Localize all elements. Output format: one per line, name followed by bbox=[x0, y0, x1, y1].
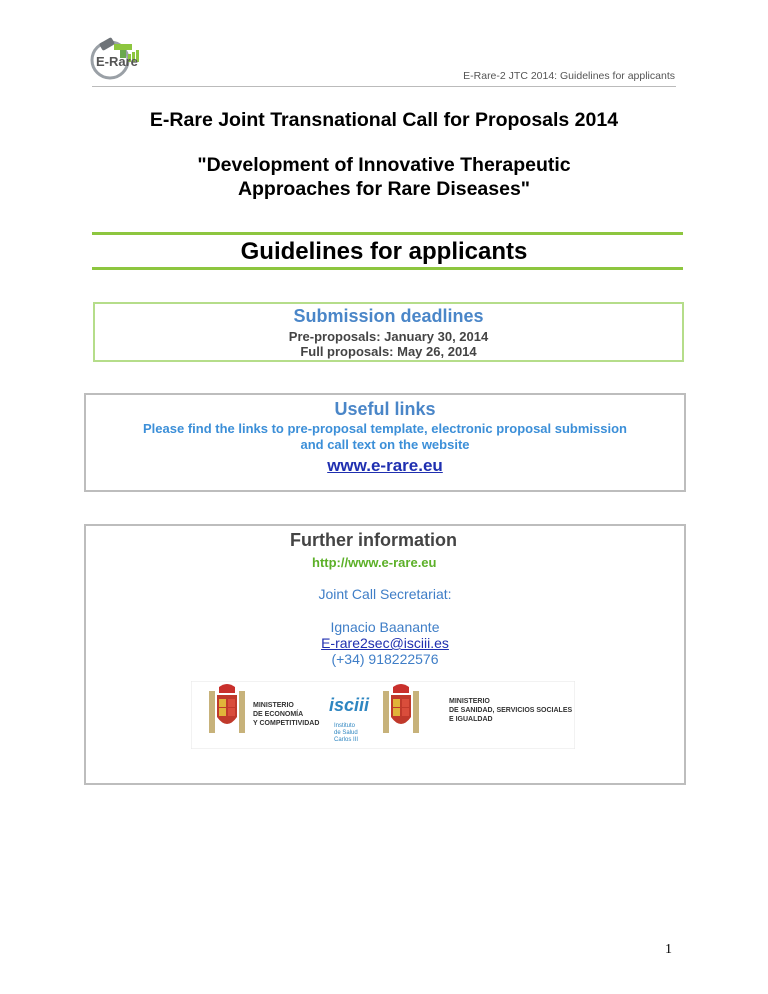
further-information-box bbox=[84, 524, 686, 785]
full-proposal-deadline: Full proposals: May 26, 2014 bbox=[300, 344, 477, 359]
svg-text:Carlos III: Carlos III bbox=[334, 737, 359, 743]
page-number: 1 bbox=[665, 942, 672, 957]
svg-text:isciii: isciii bbox=[329, 695, 370, 715]
svg-text:Instituto: Instituto bbox=[334, 723, 356, 729]
svg-text:DE ECONOMÍA: DE ECONOMÍA bbox=[253, 711, 304, 718]
further-information-title: Further information bbox=[290, 530, 457, 550]
svg-text:MINISTERIO: MINISTERIO bbox=[449, 698, 490, 705]
contact-email bbox=[86, 635, 684, 651]
svg-text:DE SANIDAD, SERVICIOS SOCIALES: DE SANIDAD, SERVICIOS SOCIALES bbox=[449, 707, 573, 714]
useful-links-text-line-2: and call text on the website bbox=[300, 437, 470, 452]
further-information-url[interactable]: http://www.e-rare.eu bbox=[312, 555, 437, 570]
government-logos bbox=[191, 681, 575, 749]
useful-links-title: Useful links bbox=[334, 399, 436, 419]
useful-links-text bbox=[86, 421, 684, 453]
pre-proposal-deadline: Pre-proposals: January 30, 2014 bbox=[288, 329, 489, 344]
document-title: E-Rare Joint Transnational Call for Proposals 2014 bbox=[149, 109, 619, 131]
deadlines-box bbox=[93, 302, 684, 362]
deadlines-title: Submission deadlines bbox=[293, 306, 484, 326]
running-header: E-Rare-2 JTC 2014: Guidelines for applicants bbox=[463, 70, 675, 82]
svg-text:MINISTERIO: MINISTERIO bbox=[253, 702, 294, 709]
top-green-rule bbox=[92, 232, 683, 235]
header-divider bbox=[92, 86, 676, 87]
bottom-green-rule bbox=[92, 267, 683, 270]
document-subtitle bbox=[0, 153, 768, 201]
subtitle-line-2: Approaches for Rare Diseases" bbox=[237, 178, 531, 200]
secretariat-label: Joint Call Secretariat: bbox=[318, 586, 452, 602]
contact-email-link[interactable]: E-rare2sec@isciii.es bbox=[321, 635, 449, 651]
contact-phone: (+34) 918222576 bbox=[331, 651, 439, 667]
svg-text:E IGUALDAD: E IGUALDAD bbox=[449, 716, 493, 723]
subtitle-line-1: "Development of Innovative Therapeutic bbox=[197, 154, 571, 176]
useful-links-text-line-1: Please find the links to pre-proposal template, electronic proposal submission bbox=[143, 421, 627, 436]
contact-name: Ignacio Baanante bbox=[330, 619, 440, 635]
svg-text:Y COMPETITIVIDAD: Y COMPETITIVIDAD bbox=[253, 720, 320, 727]
website-link[interactable]: www.e-rare.eu bbox=[327, 456, 443, 475]
useful-links-box bbox=[84, 393, 686, 492]
guidelines-heading: Guidelines for applicants bbox=[240, 238, 528, 265]
svg-text:de Salud: de Salud bbox=[334, 730, 358, 736]
logo-text: E-Rare bbox=[96, 54, 138, 69]
e-rare-logo bbox=[84, 36, 164, 84]
